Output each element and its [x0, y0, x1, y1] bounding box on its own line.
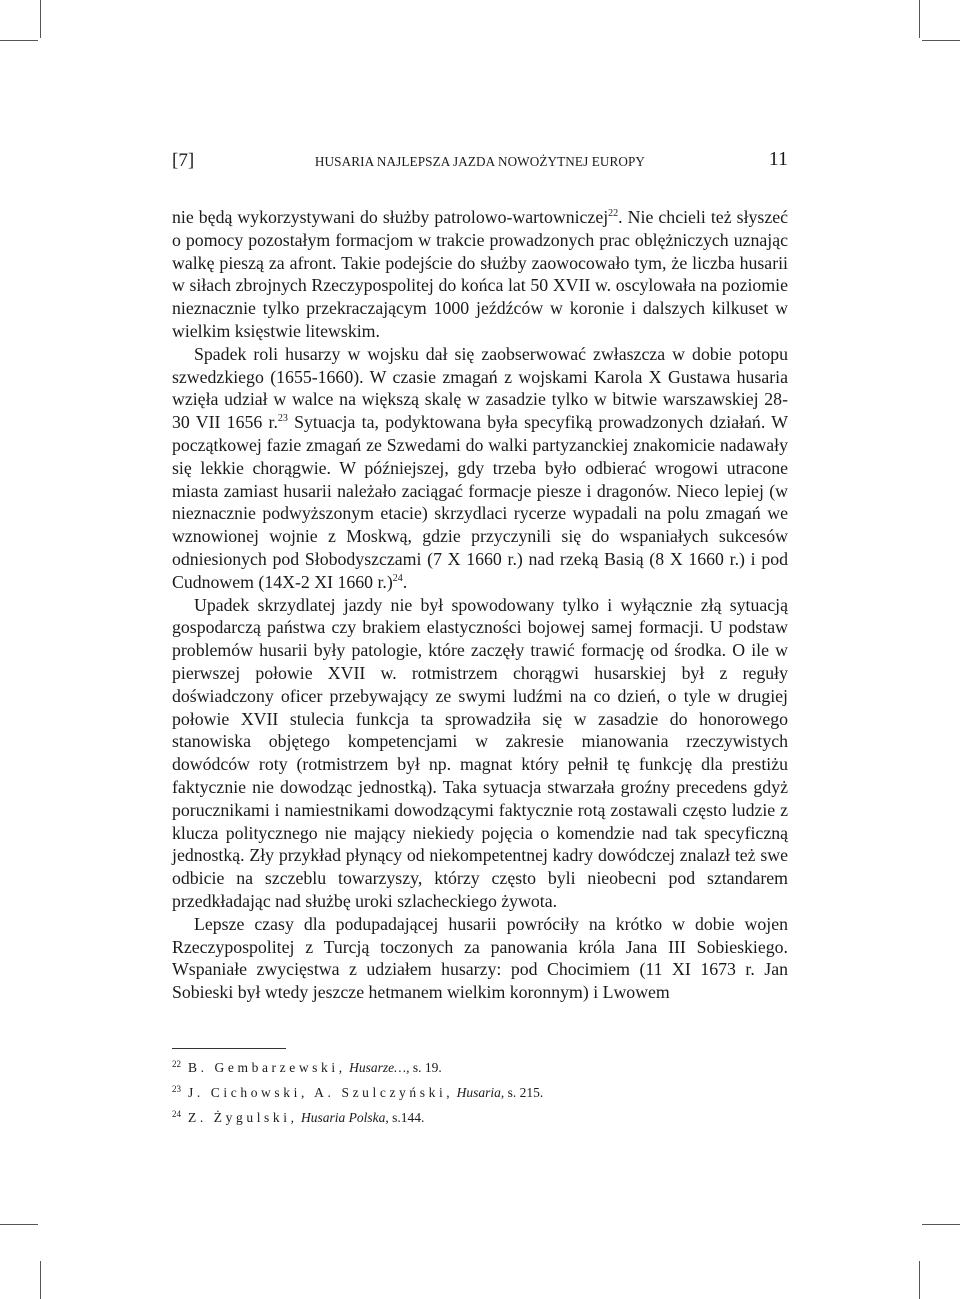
- running-header: [172, 148, 788, 176]
- crop-mark: [40, 1261, 41, 1299]
- footnote-title: Husarze…,: [349, 1060, 410, 1075]
- paragraph: Spadek roli husarzy w wojsku dał się zaobserwować zwłaszcza w dobie potopu szwedzkiego (1655-1660). W czasie zmagań z wojskami Karola X Gustawa husaria wzięła udział w walce na większą skalę w zasadzie tylko w bitwie warszawskiej 28-30 VII 1656 r.$^{23}$ Sytuacja ta, podyktowana była specyfiką prowadzonych działań. W początkowej fazie zmagań ze Szwedami do walki partyzanckiej znakomicie nadawały się lekkie chorągwie. W późniejszej, gdy trzeba było odbierać wrogowi utracone miasta zamiast husarii należało zaciągać formacje piesze i dragonów. Nieco lepiej (w nieznacznie podwyższonym etacie) skrzydlaci rycerze wypadali na polu zmagań we wznowionej wojnie z Moskwą, gdzie przyczynili się do wspaniałych sukcesów odniesionych pod Słobodyszczami (7 X 1660 r.) nad rzeką Basią (8 X 1660 r.) i pod Cudnowem (14X-2 XI 1660 r.)$^{24}$.: [172, 343, 788, 592]
- footnote: $^{22}$ B. Gembarzewski, Husarze…, s. 19.: [172, 1058, 442, 1075]
- crop-mark: [919, 1261, 920, 1299]
- paragraph: nie będą wykorzystywani do służby patrolowo-wartowniczej$^{22}$. Nie chcieli też słyszeć o pomocy pozostałym formacjom w trakcie prowadzonych prac oblężniczych uznając walkę pieszą za afront. Takie podejście do służby zaowocowało tym, że liczba husarii w siłach zbrojnych Rzeczypospolitej do końca lat 50 XVII w. oscylowała na poziomie nieznacznie tylko przekraczającym 1000 jeźdźców w koronie i dalszych kilkuset w wielkim księstwie litewskim.: [172, 207, 789, 341]
- footnote-title: Husaria: [456, 1085, 501, 1100]
- footnotes: [172, 1055, 788, 1130]
- crop-mark: [0, 40, 38, 41]
- crop-mark: [922, 1224, 960, 1225]
- body-text: [172, 206, 788, 1004]
- paragraph: Lepsze czasy dla podupadającej husarii powróciły na krótko w dobie wojen Rzeczypospolitej z Turcją toczonych za panowania króla Jana III Sobieskiego. Wspaniałe zwycięstwa z udziałem husarzy: pod Chocimiem (11 XI 1673 r. Jan Sobieski był wtedy jeszcze hetmanem wielkim koronnym) i Lwowem: [172, 913, 788, 1003]
- crop-mark: [922, 40, 960, 41]
- footnote-separator: [172, 1048, 286, 1049]
- footnote-ref[interactable]: 23: [277, 413, 288, 425]
- footnote-ref[interactable]: 22: [608, 208, 619, 220]
- footnote: $^{24}$ Z. Żygulski, Husaria Polska, s.144.: [172, 1108, 425, 1125]
- footnote-author: Z. Żygulski,: [188, 1110, 298, 1125]
- footnote: $^{23}$ J. Cichowski, A. Szulczyński, Husaria, s. 215.: [172, 1083, 544, 1100]
- footnote-ref[interactable]: 24: [392, 572, 403, 584]
- footnote-author: J. Cichowski, A. Szulczyński,: [188, 1085, 454, 1100]
- page-number: 11: [768, 148, 788, 170]
- footnote-author: B. Gembarzewski,: [188, 1060, 346, 1075]
- crop-mark: [0, 1224, 38, 1225]
- footnote-title: Husaria Polska: [300, 1110, 386, 1125]
- section-number: [7]: [172, 150, 195, 171]
- paragraph: Upadek skrzydlatej jazdy nie był spowodowany tylko i wyłącznie złą sytuacją gospodarczą państwa czy brakiem elastyczności bojowej samej formacji. U podstaw problemów husarii były patologie, które zaczęły trawić formację od środka. O ile w pierwszej połowie XVII w. rotmistrzem chorągwi husarskiej był z reguły doświadczony oficer przebywający ze swymi ludźmi na co dzień, o tyle w drugiej połowie XVII stulecia funkcja ta sprowadziła się w zasadzie do honorowego stanowiska objętego kompetencjami w zakresie mianowania rzeczywistych dowódców roty (rotmistrzem był np. magnat który pełnił tę funkcję dla prestiżu faktycznie nie dowodząc jednostką). Taka sytuacja stwarzała groźny precedens gdyż porucznikami i namiestnikami dowodzącymi faktycznie rotą zostawali często ludzie z klucza politycznego nie mający niekiedy pojęcia o komendzie nad tak specyficzną jednostką. Zły przykład płynący od niekompetentnej kadry dowódczej znalazł też swe odbicie na szczeblu towarzyszy, którzy często byli nieobecni pod sztandarem przedkładając nad służbę uroki szlacheckiego żywota.: [172, 594, 788, 911]
- running-title: HUSARIA NAJLEPSZA JAZDA NOWOŻYTNEJ EUROPY: [314, 154, 646, 169]
- crop-mark: [40, 0, 41, 38]
- crop-mark: [919, 0, 920, 38]
